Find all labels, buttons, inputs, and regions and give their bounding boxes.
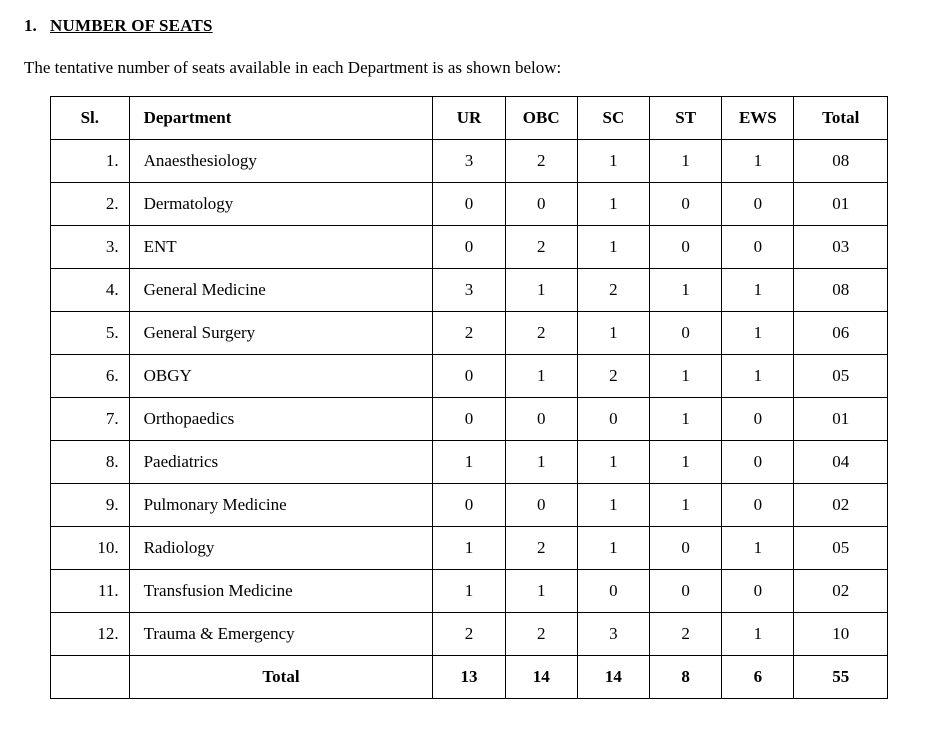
cell-st: 1	[650, 355, 722, 398]
cell-sc: 1	[577, 312, 649, 355]
cell-ews: 0	[722, 226, 794, 269]
cell-obc: 1	[505, 355, 577, 398]
cell-sl: 5.	[51, 312, 130, 355]
total-obc: 14	[505, 656, 577, 699]
column-header-sc: SC	[577, 97, 649, 140]
cell-st: 0	[650, 312, 722, 355]
cell-obc: 0	[505, 398, 577, 441]
column-header-ews: EWS	[722, 97, 794, 140]
cell-ews: 0	[722, 398, 794, 441]
cell-dept: General Surgery	[129, 312, 433, 355]
table-footer	[51, 656, 888, 699]
cell-sl: 1.	[51, 140, 130, 183]
cell-sc: 2	[577, 355, 649, 398]
table-total-row	[51, 656, 888, 699]
table-row	[51, 226, 888, 269]
seats-table	[50, 96, 888, 699]
total-label: Total	[129, 656, 433, 699]
cell-dept: OBGY	[129, 355, 433, 398]
table-row	[51, 398, 888, 441]
cell-ews: 1	[722, 527, 794, 570]
cell-ews: 0	[722, 484, 794, 527]
cell-st: 0	[650, 527, 722, 570]
cell-st: 0	[650, 570, 722, 613]
cell-dept: General Medicine	[129, 269, 433, 312]
cell-ur: 3	[433, 140, 505, 183]
table-row	[51, 570, 888, 613]
column-header-ur: UR	[433, 97, 505, 140]
cell-sc: 3	[577, 613, 649, 656]
cell-total: 02	[794, 570, 888, 613]
cell-sl: 11.	[51, 570, 130, 613]
section-heading	[24, 16, 910, 36]
cell-dept: Transfusion Medicine	[129, 570, 433, 613]
cell-st: 0	[650, 226, 722, 269]
cell-ur: 1	[433, 527, 505, 570]
section-number: 1.	[24, 16, 37, 35]
cell-total: 02	[794, 484, 888, 527]
cell-sl: 2.	[51, 183, 130, 226]
cell-st: 1	[650, 441, 722, 484]
total-grand: 55	[794, 656, 888, 699]
cell-ur: 0	[433, 355, 505, 398]
cell-obc: 2	[505, 527, 577, 570]
column-header-sl: Sl.	[51, 97, 130, 140]
cell-sc: 0	[577, 570, 649, 613]
cell-obc: 2	[505, 312, 577, 355]
cell-sl-empty	[51, 656, 130, 699]
table-row	[51, 183, 888, 226]
cell-ur: 2	[433, 613, 505, 656]
table-row	[51, 484, 888, 527]
cell-dept: Radiology	[129, 527, 433, 570]
cell-obc: 1	[505, 269, 577, 312]
cell-sl: 8.	[51, 441, 130, 484]
table-row	[51, 355, 888, 398]
total-ews: 6	[722, 656, 794, 699]
cell-sc: 1	[577, 183, 649, 226]
cell-obc: 2	[505, 140, 577, 183]
cell-dept: Dermatology	[129, 183, 433, 226]
cell-total: 03	[794, 226, 888, 269]
cell-st: 1	[650, 269, 722, 312]
total-sc: 14	[577, 656, 649, 699]
table-header-row	[51, 97, 888, 140]
cell-sc: 1	[577, 226, 649, 269]
cell-dept: ENT	[129, 226, 433, 269]
cell-ews: 0	[722, 441, 794, 484]
cell-dept: Paediatrics	[129, 441, 433, 484]
cell-ur: 0	[433, 398, 505, 441]
cell-total: 08	[794, 140, 888, 183]
cell-st: 2	[650, 613, 722, 656]
cell-sl: 12.	[51, 613, 130, 656]
table-row	[51, 312, 888, 355]
cell-total: 05	[794, 355, 888, 398]
cell-ews: 1	[722, 269, 794, 312]
cell-st: 1	[650, 484, 722, 527]
cell-ews: 1	[722, 140, 794, 183]
cell-ews: 1	[722, 355, 794, 398]
cell-ur: 0	[433, 484, 505, 527]
cell-ur: 1	[433, 570, 505, 613]
cell-ews: 0	[722, 183, 794, 226]
cell-obc: 0	[505, 183, 577, 226]
cell-sl: 10.	[51, 527, 130, 570]
page-title: NUMBER OF SEATS	[50, 16, 213, 35]
cell-dept: Pulmonary Medicine	[129, 484, 433, 527]
column-header-st: ST	[650, 97, 722, 140]
cell-ur: 2	[433, 312, 505, 355]
cell-ews: 1	[722, 613, 794, 656]
table-row	[51, 140, 888, 183]
cell-ur: 1	[433, 441, 505, 484]
cell-obc: 2	[505, 226, 577, 269]
cell-dept: Orthopaedics	[129, 398, 433, 441]
cell-total: 04	[794, 441, 888, 484]
cell-sl: 9.	[51, 484, 130, 527]
cell-total: 10	[794, 613, 888, 656]
cell-sl: 4.	[51, 269, 130, 312]
cell-ur: 0	[433, 183, 505, 226]
cell-sl: 7.	[51, 398, 130, 441]
cell-dept: Anaesthesiology	[129, 140, 433, 183]
table-body	[51, 140, 888, 656]
total-st: 8	[650, 656, 722, 699]
cell-st: 1	[650, 140, 722, 183]
cell-sc: 1	[577, 527, 649, 570]
cell-sc: 0	[577, 398, 649, 441]
cell-ur: 0	[433, 226, 505, 269]
column-header-department: Department	[129, 97, 433, 140]
cell-ews: 0	[722, 570, 794, 613]
intro-text: The tentative number of seats available in each Department is as shown below:	[24, 58, 562, 77]
cell-ews: 1	[722, 312, 794, 355]
cell-sc: 1	[577, 140, 649, 183]
cell-obc: 1	[505, 441, 577, 484]
cell-st: 1	[650, 398, 722, 441]
cell-obc: 0	[505, 484, 577, 527]
cell-total: 06	[794, 312, 888, 355]
cell-total: 08	[794, 269, 888, 312]
cell-ur: 3	[433, 269, 505, 312]
table-row	[51, 527, 888, 570]
cell-obc: 2	[505, 613, 577, 656]
cell-sc: 2	[577, 269, 649, 312]
cell-total: 05	[794, 527, 888, 570]
cell-sl: 3.	[51, 226, 130, 269]
total-ur: 13	[433, 656, 505, 699]
cell-st: 0	[650, 183, 722, 226]
cell-dept: Trauma & Emergency	[129, 613, 433, 656]
table-row	[51, 613, 888, 656]
column-header-total: Total	[794, 97, 888, 140]
cell-obc: 1	[505, 570, 577, 613]
column-header-obc: OBC	[505, 97, 577, 140]
cell-sc: 1	[577, 484, 649, 527]
cell-sc: 1	[577, 441, 649, 484]
table-header	[51, 97, 888, 140]
cell-total: 01	[794, 398, 888, 441]
cell-sl: 6.	[51, 355, 130, 398]
cell-total: 01	[794, 183, 888, 226]
table-row	[51, 441, 888, 484]
table-row	[51, 269, 888, 312]
